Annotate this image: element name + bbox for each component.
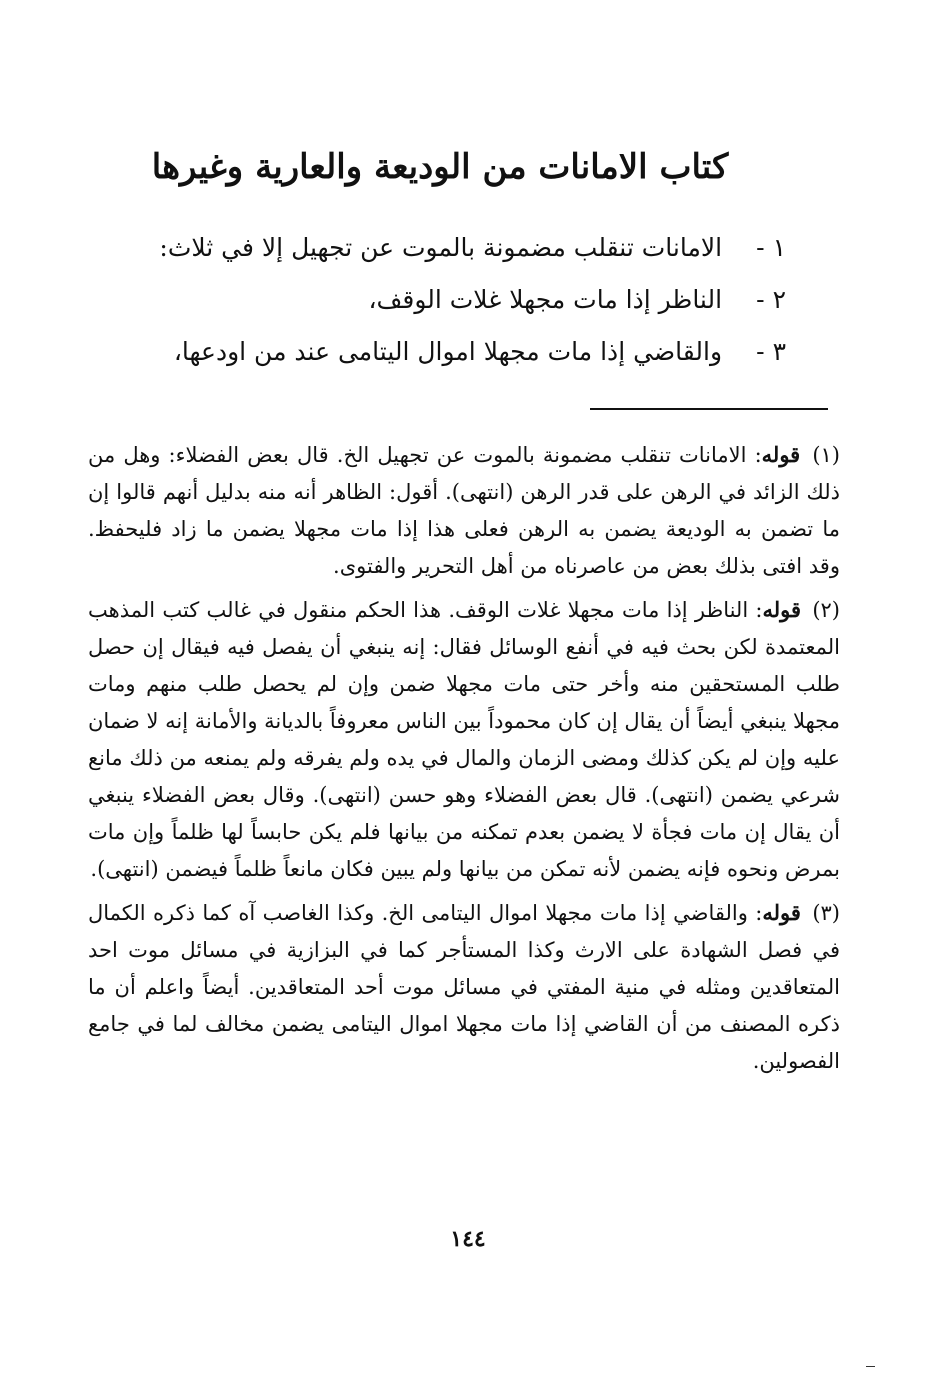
footnote-text: : الامانات تنقلب مضمونة بالموت عن تجهيل الخ. قال بعض الفضلاء: وهل من ذلك الزائد في الرهن على قدر الرهن (انتهى). أقول: الظاهر أنه منه بدليل أنهم قالوا إن ما تضمن به الوديعة يضمن به الرهن فعلى هذا إذا مات مجهلا يضمن ما زاد فليحفظ. وقد افتى بذلك بعض من عاصرناه من أهل التحرير والفتوى. (88, 443, 840, 578)
footnote (88, 436, 840, 585)
rule-number: ٣ - (756, 337, 786, 366)
footnote-marker: (٣) (812, 901, 840, 925)
footnote-marker: (١) (812, 443, 840, 467)
footnote-keyword: قوله (762, 597, 802, 622)
chapter-title: كتاب الامانات من الوديعة والعارية وغيرها (151, 146, 729, 187)
rule-text: الامانات تنقلب مضمونة بالموت عن تجهيل إلا في ثلاث: (159, 233, 723, 262)
rule-item (136, 326, 786, 378)
footnote (88, 894, 840, 1080)
scan-mark (866, 1366, 875, 1367)
footnotes (88, 436, 840, 1086)
footnote-keyword: قوله (761, 442, 801, 467)
page-number: ١٤٤ (450, 1226, 486, 1252)
footnote-text: : الناظر إذا مات مجهلا غلات الوقف. هذا الحكم منقول في غالب كتب المذهب المعتمدة لكن بحث فيه في أنفع الوسائل فقال: إنه ينبغي أن يفصل فيه فيقال إن حصل طلب المستحقين منه وأخر حتى مات مجهلا ضمن وإن لم يحصل طلب منهم ومات مجهلا ينبغي أيضاً أن يقال إن كان محموداً بين الناس معروفاً بالديانة والأمانة إنه لا ضمان عليه وإن لم يكن كذلك ومضى الزمان والمال في يده ولم يفرقه ولم يمنعه من ذلك مانع شرعي يضمن (انتهى). قال بعض الفضلاء وهو حسن (انتهى). وقال بعض الفضلاء ينبغي أن يقال إن مات فجأة لا يضمن بعدم تمكنه من بيانها فلم يكن حابساً لها ظلماً وإن مات بمرض ونحوه فإنه يضمن لأنه تمكن من بيانها ولم يبين فكان مانعاً ظلماً فيضمن (انتهى). (88, 598, 840, 881)
rule-number: ١ - (756, 233, 786, 262)
rules-list (136, 222, 786, 378)
rule-text: الناظر إذا مات مجهلا غلات الوقف، (368, 285, 723, 314)
footnote-marker: (٢) (812, 598, 840, 622)
footnote (88, 591, 840, 888)
footnote-keyword: قوله (762, 900, 801, 925)
rule-number: ٢ - (756, 285, 786, 314)
rule-item (136, 222, 786, 274)
footnote-text: : والقاضي إذا مات مجهلا اموال اليتامى الخ. وكذا الغاصب آه كما ذكره الكمال في فصل الشهادة على الارث وكذا المستأجر كما في البزازية في مسائل موت احد المتعاقدين ومثله في منية المفتي في مسائل موت أحد المتعاقدين. أيضاً واعلم أن ما ذكره المصنف من أن القاضي إذا مات مجهلا اموال اليتامى يضمن مخالف لما في جامع الفصولين. (88, 901, 840, 1073)
footnote-separator (590, 408, 828, 410)
rule-item (136, 274, 786, 326)
rule-text: والقاضي إذا مات مجهلا اموال اليتامى عند من اودعها، (173, 337, 723, 366)
